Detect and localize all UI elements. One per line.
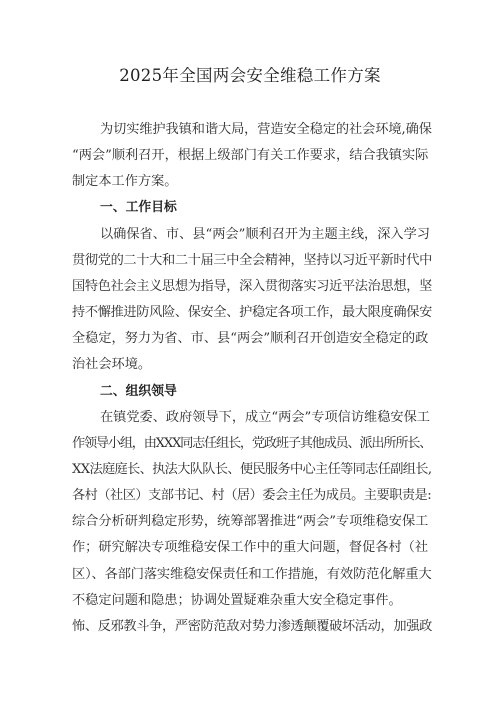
paragraph-line: 区）、各部门落实维稳安保责任和工作措施，有效防范化解重大 (72, 566, 432, 582)
section-heading: 一、工作目标 (100, 200, 177, 216)
paragraph-line: 在镇党委、政府领导下，成立“两会”专项信访维稳安保工 (100, 409, 430, 425)
document-title: 2025年全国两会安全维稳工作方案 (119, 66, 381, 85)
paragraph-line: 作领导小组，由XXX同志任组长，党政班子其他成员、派出所所长、 (72, 435, 432, 451)
paragraph-line: 制定本工作方案。 (72, 174, 178, 190)
paragraph-line: XX法庭庭长、执法大队队长、便民服务中心主任等同志任副组长, (72, 461, 432, 477)
paragraph-line: 不稳定问题和隐患；协调处置疑难杂重大安全稳定事件。 (72, 592, 402, 608)
paragraph-line: 怖、反邪教斗争，严密防范敌对势力渗透颠覆破坏活动，加强政 (72, 618, 432, 634)
paragraph-line: 作；研究解决专项维稳安保工作中的重大问题，督促各村（社 (72, 540, 429, 556)
section-heading: 二、组织领导 (100, 383, 177, 399)
paragraph-line: 综合分析研判稳定形势，统筹部署推进“两会”专项维稳安保工 (72, 514, 429, 530)
paragraph-line: “两会”顺利召开，根据上级部门有关工作要求，结合我镇实际 (72, 148, 429, 164)
paragraph-line: 持不懈推进防风险、保安全、护稳定各项工作，最大限度确保安 (72, 305, 432, 321)
paragraph-line: 为切实维护我镇和谐大局，营造安全稳定的社会环境,确保 (100, 122, 432, 137)
paragraph-line: 各村（社区）支部书记、村（居）委会主任为成员。主要职责是: (72, 488, 432, 504)
paragraph-line: 贯彻党的二十大和二十届三中全会精神，坚持以习近平新时代中 (72, 252, 432, 268)
paragraph-line: 以确保省、市、县“两会”顺利召开为主题主线，深入学习 (100, 226, 430, 242)
paragraph-line: 国特色社会主义思想为指导，深入贯彻落实习近平法治思想，坚 (72, 278, 432, 294)
paragraph-line: 治社会环境。 (72, 357, 152, 373)
paragraph-line: 全稳定，努力为省、市、县“两会”顺利召开创造安全稳定的政 (72, 331, 429, 347)
